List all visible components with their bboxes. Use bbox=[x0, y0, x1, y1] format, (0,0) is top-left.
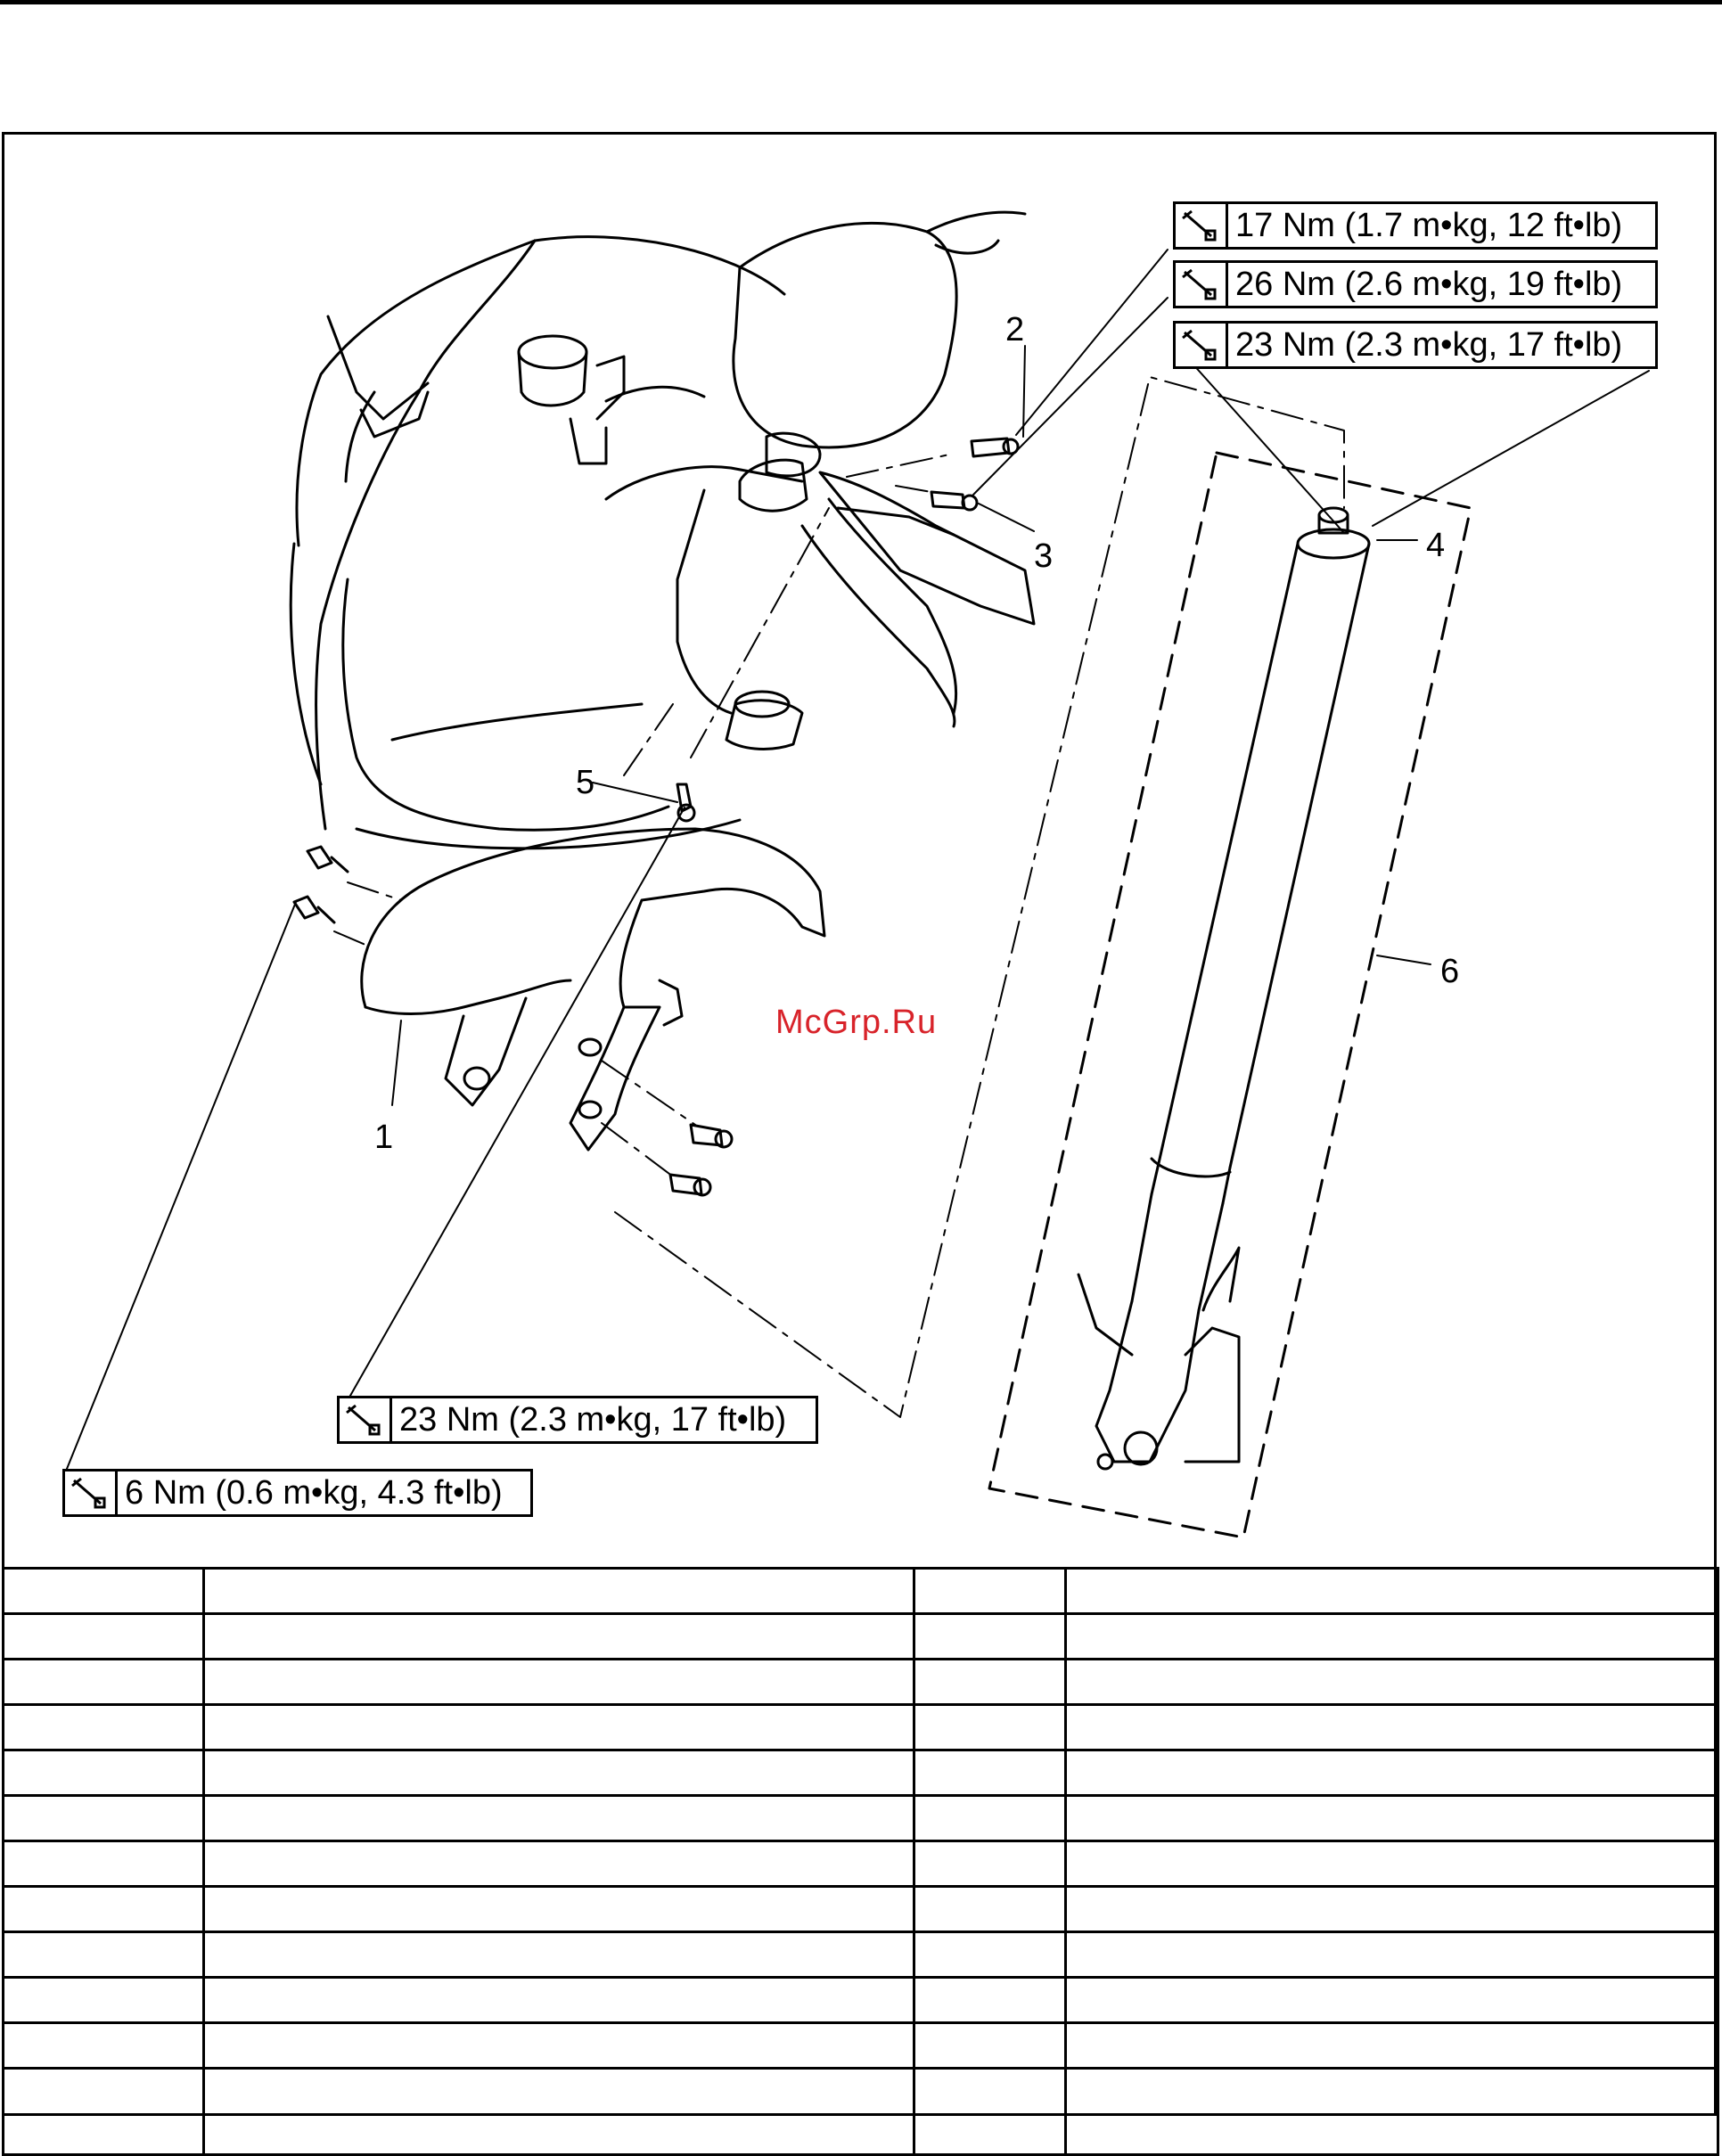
table-row bbox=[4, 2023, 1718, 2069]
watermark: McGrp.Ru bbox=[775, 1004, 938, 1041]
torque-wrench-icon bbox=[1176, 204, 1228, 247]
table-row bbox=[4, 1660, 1718, 1705]
master-cylinder bbox=[519, 336, 704, 463]
table-row bbox=[4, 1978, 1718, 2023]
front-cowling bbox=[291, 237, 784, 848]
table-row bbox=[4, 1887, 1718, 1932]
fork-boundary bbox=[989, 453, 1471, 1537]
torque-wrench-icon bbox=[340, 1398, 392, 1441]
alignment-lines bbox=[334, 377, 1344, 1417]
callout-5: 5 bbox=[576, 764, 595, 801]
callout-3: 3 bbox=[1034, 537, 1054, 575]
torque-spec-23nm-lower bbox=[337, 1396, 818, 1444]
callout-1: 1 bbox=[374, 1119, 394, 1156]
front-fender bbox=[362, 829, 824, 1150]
table-row bbox=[4, 1569, 1718, 1614]
upper-fairing bbox=[734, 212, 1025, 447]
parts-table bbox=[2, 1567, 1719, 2156]
torque-spec-6nm bbox=[62, 1469, 533, 1517]
torque-spec-23nm-upper bbox=[1173, 321, 1658, 369]
table-row bbox=[4, 1705, 1718, 1750]
callout-2: 2 bbox=[1005, 311, 1025, 348]
torque-spec-26nm bbox=[1173, 260, 1658, 308]
table-row bbox=[4, 1932, 1718, 1978]
torque-spec-label: 6 Nm (0.6 m•kg, 4.3 ft•lb) bbox=[125, 1474, 503, 1512]
bolts bbox=[294, 439, 1018, 1195]
torque-spec-label: 23 Nm (2.3 m•kg, 17 ft•lb) bbox=[1235, 326, 1623, 364]
front-fork bbox=[1078, 508, 1369, 1469]
table-row bbox=[4, 1796, 1718, 1841]
callout-6: 6 bbox=[1440, 953, 1460, 990]
table-row bbox=[4, 1841, 1718, 1887]
torque-spec-label: 26 Nm (2.6 m•kg, 19 ft•lb) bbox=[1235, 266, 1623, 303]
torque-wrench-icon bbox=[65, 1471, 118, 1514]
table-row bbox=[4, 2069, 1718, 2155]
callout-4: 4 bbox=[1426, 527, 1446, 564]
torque-wrench-icon bbox=[1176, 324, 1228, 366]
torque-spec-label: 23 Nm (2.3 m•kg, 17 ft•lb) bbox=[399, 1401, 787, 1439]
handlebar-assembly bbox=[606, 433, 1034, 749]
torque-spec-label: 17 Nm (1.7 m•kg, 12 ft•lb) bbox=[1235, 207, 1623, 244]
torque-spec-17nm bbox=[1173, 201, 1658, 250]
torque-wrench-icon bbox=[1176, 263, 1228, 306]
table-row bbox=[4, 1750, 1718, 1796]
table-row bbox=[4, 1614, 1718, 1660]
